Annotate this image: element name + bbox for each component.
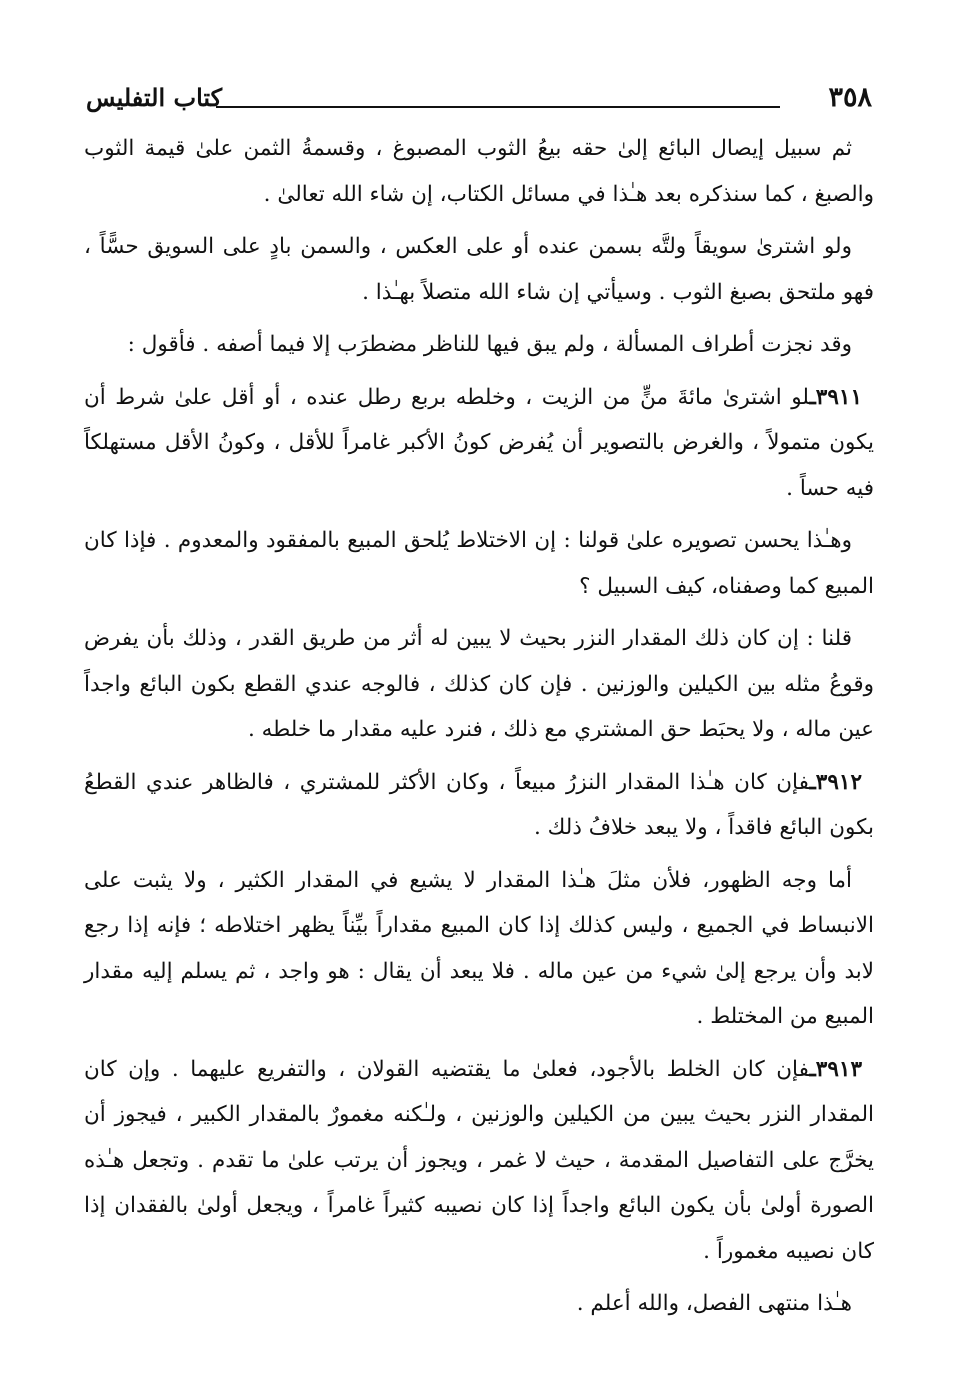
header-rule: [216, 106, 780, 108]
issue-number: ٣٩١٣ـ: [809, 1056, 862, 1082]
paragraph: [84, 616, 874, 753]
numbered-paragraph: [84, 1047, 874, 1275]
page-number: ٣٥٨: [828, 82, 872, 113]
body-text: [84, 126, 874, 1334]
paragraph-text: هـٰذا منتهى الفصل، والله أعلم .: [576, 1291, 852, 1316]
paragraph: [84, 224, 874, 315]
paragraph-text: وقد نجزت أطراف المسألة ، ولم يبق فيها للناظر مضطرَب إلا فيما أصفه . فأقول :: [127, 332, 852, 357]
paragraph-text: لو اشترىٰ مائةَ منٍّ من الزيت ، وخلطه بربع رطل عنده ، أو أقل علىٰ شرط أن يكون متمولاً ، والغرض بالتصوير أن يُفرض كونُ الأكبر غامراً للأقل ، وكونُ الأقل مستهلكاً فيه حساً .: [84, 384, 874, 501]
issue-number: ٣٩١٢ـ: [809, 769, 862, 795]
issue-number: ٣٩١١ـ: [809, 384, 862, 410]
paragraph-text: فإن كان هـٰذا المقدار النزرُ مبيعاً ، وكان الأكثر للمشتري ، فالظاهر عندي القطعُ بكون البائع فاقداً ، ولا يبعد خلافُ ذلك .: [84, 769, 874, 840]
paragraph-text: ثم سبيل إيصال البائع إلىٰ حقه بيعُ الثوب المصبوغ ، وقسمةُ الثمن علىٰ قيمة الثوب والصبغ ، كما سنذكره بعد هـٰذا في مسائل الكتاب، إن شاء الله تعالىٰ .: [84, 136, 874, 207]
numbered-paragraph: [84, 760, 874, 851]
paragraph: [84, 126, 874, 217]
paragraph-text: أما وجه الظهور، فلأن مثلَ هـٰذا المقدار لا يشيع في المقدار الكثير ، ولا يثبت على الانبساط في الجميع ، وليس كذلك إذا كان المبيع مقداراً بيِّناً يظهر اختلاطه ؛ فإنه إذا رجع لابد وأن يرجع إلىٰ شيء من عين ماله . فلا يبعد أن يقال : هو واجد ، ثم يسلم إليه مقدار المبيع من المختلط .: [84, 867, 874, 1029]
paragraph-text: وهـٰذا يحسن تصويره علىٰ قولنا : إن الاختلاط يُلحق المبيع بالمفقود والمعدوم . فإذا كان المبيع كما وصفناه، كيف السبيل ؟: [84, 528, 874, 599]
paragraph-text: قلنا : إن كان ذلك المقدار النزر بحيث لا يبين له أثر من طريق القدر ، وذلك بأن يفرض وقوعُ مثله بين الكيلين والوزنين . فإن كان كذلك ، فالوجه عندي القطع بكون البائع واجداً عين ماله ، ولا يحبَط حق المشتري مع ذلك ، فنرد عليه مقدار ما خلطه .: [84, 626, 874, 742]
running-header: [86, 78, 872, 118]
paragraph: [84, 518, 874, 609]
paragraph: [84, 858, 874, 1040]
numbered-paragraph: [84, 375, 874, 512]
paragraph: [84, 1281, 874, 1327]
paragraph-text: ولو اشترىٰ سويقاً ولتَّه بسمن عنده أو على العكس ، والسمن بادٍ على السويق حسًّاً ، فهو ملتحق بصبغ الثوب . وسيأتي إن شاء الله متصلاً بهـٰذا .: [84, 234, 874, 305]
paragraph: [84, 322, 874, 368]
book-title: كتاب التفليس: [86, 83, 223, 112]
paragraph-text: فإن كان الخلط بالأجود، فعلىٰ ما يقتضيه القولان ، والتفريع عليهما . وإن كان المقدار النزر بحيث يبين من الكيلين والوزنين ، ولـٰكنه مغمورٌ بالمقدار الكبير ، فيجوز أن يخرَّج على التفاصيل المقدمة ، حيث لا غمر ، ويجوز أن يرتب علىٰ ما تقدم . وتجعل هـٰذه الصورة أولىٰ بأن يكون البائع واجداً إذا كان نصيبه كثيراً غامراً ، ويجعل أولىٰ بالفقدان إذا كان نصيبه مغموراً .: [84, 1056, 874, 1264]
